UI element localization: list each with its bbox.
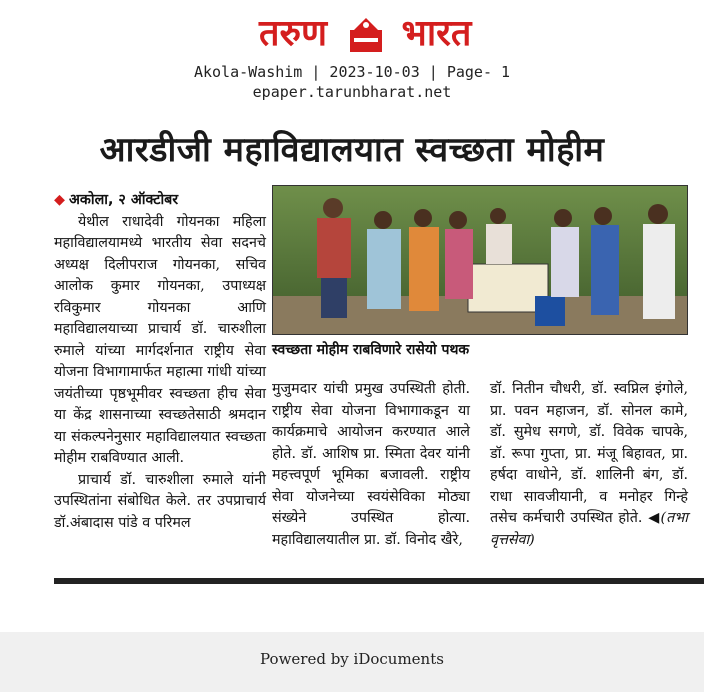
article-paragraph-4-text: डॉ. नितीन चौधरी, डॉ. स्वप्निल इंगोले, प्रा. पवन महाजन, डॉ. सोनल कामे, डॉ. सुमेध सगणे, डॉ. विवेक चापके, डॉ. रूपा गुप्ता, प्रा. मंजू बिहावत, प्रा. हर्षदा वाधोने, डॉ. शालिनी बंग, डॉ. राधा सावजीयानी, व मनोहर गिन्हे तसेच कर्मचारी उपस्थित होते. (490, 381, 688, 526)
dateline-text: अकोला, २ ऑक्टोबर (69, 192, 179, 208)
edition-line: Akola-Washim | 2023-10-03 | Page- 1 (193, 63, 511, 81)
article-paragraph-4 (490, 379, 688, 551)
epaper-url[interactable]: epaper.tarunbharat.net (252, 83, 452, 101)
masthead-emblem-logo (348, 16, 384, 54)
article-paragraph-1: येथील राधादेवी गोयनका महिला महाविद्यालयामध्ये भारतीय सेवा सदनचे अध्यक्ष दिलीपराज गोयनका, सचिव आलोक कुमार गोयनका, उपाध्यक्ष रविकुमार गोयनका आणि महाविद्यालयाच्या प्राचार्य डॉ. चारुशीला रुमाले यांच्या मार्गदर्शनात राष्ट्रीय सेवा योजना विभागामार्फत महात्मा गांधी यांच्या जयंतीच्या पृष्ठभूमीवर स्वच्छता हीच सेवा या केंद्र शासनाच्या स्वच्छतेसाठी श्रमदान या संकल्पनेनुसार महाविद्यालयात स्वच्छता मोहीम राबविण्यात आली. (54, 213, 266, 466)
dateline (54, 190, 266, 212)
article-credit: (तभा वृत्तसेवा) (490, 510, 689, 548)
news-photo-image (273, 186, 688, 335)
credit-arrow-icon: ◀ (648, 510, 661, 526)
masthead (0, 0, 704, 60)
bottom-divider (54, 578, 704, 584)
article-column-3 (490, 379, 688, 551)
article-paragraph-3: मुजुमदार यांची प्रमुख उपस्थिती होती. राष्ट्रीय सेवा योजना विभागाकडून या कार्यक्रमाचे आयोजन करण्यात आले होते. डॉ. आशिष प्रा. स्मिता देवर यांनी महत्त्वपूर्ण भूमिका बजावली. राष्ट्रीय सेवा योजनेच्या स्वयंसेविका मोठ्या संख्येने उपस्थित होत्या. महाविद्यालयातील प्रा. डॉ. विनोद खैरे, (272, 381, 470, 548)
diamond-bullet-icon: ◆ (54, 192, 65, 208)
article-column-1 (54, 190, 266, 534)
footer (0, 632, 704, 692)
photo-caption: स्वच्छता मोहीम राबविणारे रासेयो पथक (272, 342, 470, 358)
article-column-2 (272, 379, 470, 551)
article-paragraph-2: प्राचार्य डॉ. चारुशीला रुमाले यांनी उपस्थितांना संबोधित केले. तर उपप्राचार्य डॉ.अंबादास पांडे व परिमल (54, 471, 266, 531)
article-headline: आरडीजी महाविद्यालयात स्वच्छता मोहीम (99, 130, 605, 170)
masthead-title-left: तरुण (258, 13, 328, 54)
masthead-title-right: भारत (401, 13, 472, 54)
powered-by-text[interactable]: Powered by iDocuments (260, 650, 444, 668)
news-photo (272, 185, 688, 335)
